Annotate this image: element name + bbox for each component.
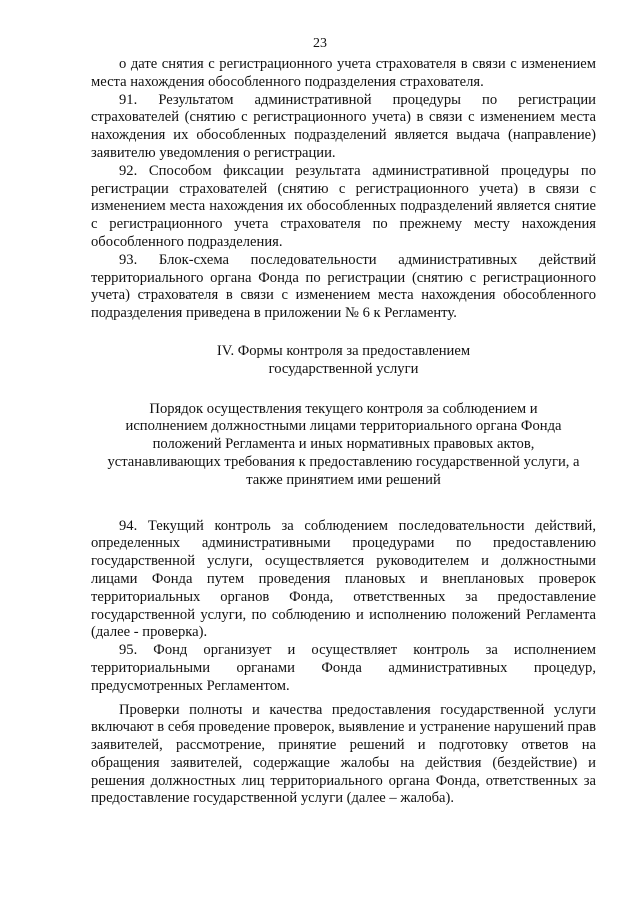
subsection-heading-line: Порядок осуществления текущего контроля за соблюдением и <box>149 400 538 417</box>
section-heading-line: государственной услуги <box>268 360 419 377</box>
subsection-heading <box>91 401 596 490</box>
paragraph-95: 95. Фонд организует и осуществляет контроль за исполнением территориальными органами Фонда административных процедур, предусмотренных Регламентом. <box>91 642 596 694</box>
subsection-heading-line: также принятием ими решений <box>246 471 441 488</box>
section-heading-line: IV. Формы контроля за предоставлением <box>216 342 471 359</box>
paragraph-94: 94. Текущий контроль за соблюдением последовательности действий, определенных административными процедурами по предоставлению государственной услуги, осуществляется руководителем и должностными лицами Фонда путем проведения плановых и внеплановых проверок территориальных органов Фонда, ответственных за предоставление государственной услуги, по соблюдению и исполнению положений Регламента (далее - проверка). <box>91 517 596 641</box>
subsection-heading-line: устанавливающих требования к предоставлению государственной услуги, а <box>107 453 580 470</box>
paragraph-92: 92. Способом фиксации результата административной процедуры по регистрации страхователей (снятию с регистрационного учета) в связи с изменением места нахождения их обособленных подразделений является снятие с регистрационного учета страхователя по прежнему месту нахождения обособленного подразделения. <box>91 162 596 250</box>
page-number: 23 <box>313 36 327 51</box>
paragraph-91: 91. Результатом административной процедуры по регистрации страхователей (снятию с регистрационного учета) в связи с изменением места нахождения их обособленных подразделений является выдача (направление) заявителю уведомления о регистрации. <box>91 91 596 161</box>
subsection-heading-line: исполнением должностными лицами территориального органа Фонда <box>125 418 562 435</box>
paragraph-continuation: о дате снятия с регистрационного учета страхователя в связи с изменением места нахождения обособленного подразделения страхователя. <box>91 56 596 90</box>
paragraph-93: 93. Блок-схема последовательности административных действий территориального органа Фонда по регистрации (снятию с регистрационного учета) страхователя в связи с изменением места нахождения обособленного подразделения приведена в приложении № 6 к Регламенту. <box>91 251 596 322</box>
paragraph-inspections: Проверки полноты и качества предоставления государственной услуги включают в себя проведение проверок, выявление и устранение нарушений прав заявителей, рассмотрение, принятие решений и подготовку ответов на обращения заявителей, содержащие жалобы на действия (бездействие) и решения должностных лиц территориального органа Фонда, ответственных за предоставление государственной услуги (далее – жалоба). <box>91 701 596 807</box>
document-body <box>91 56 596 808</box>
section-heading <box>91 343 596 379</box>
subsection-heading-line: положений Регламента и иных нормативных правовых актов, <box>152 436 535 453</box>
